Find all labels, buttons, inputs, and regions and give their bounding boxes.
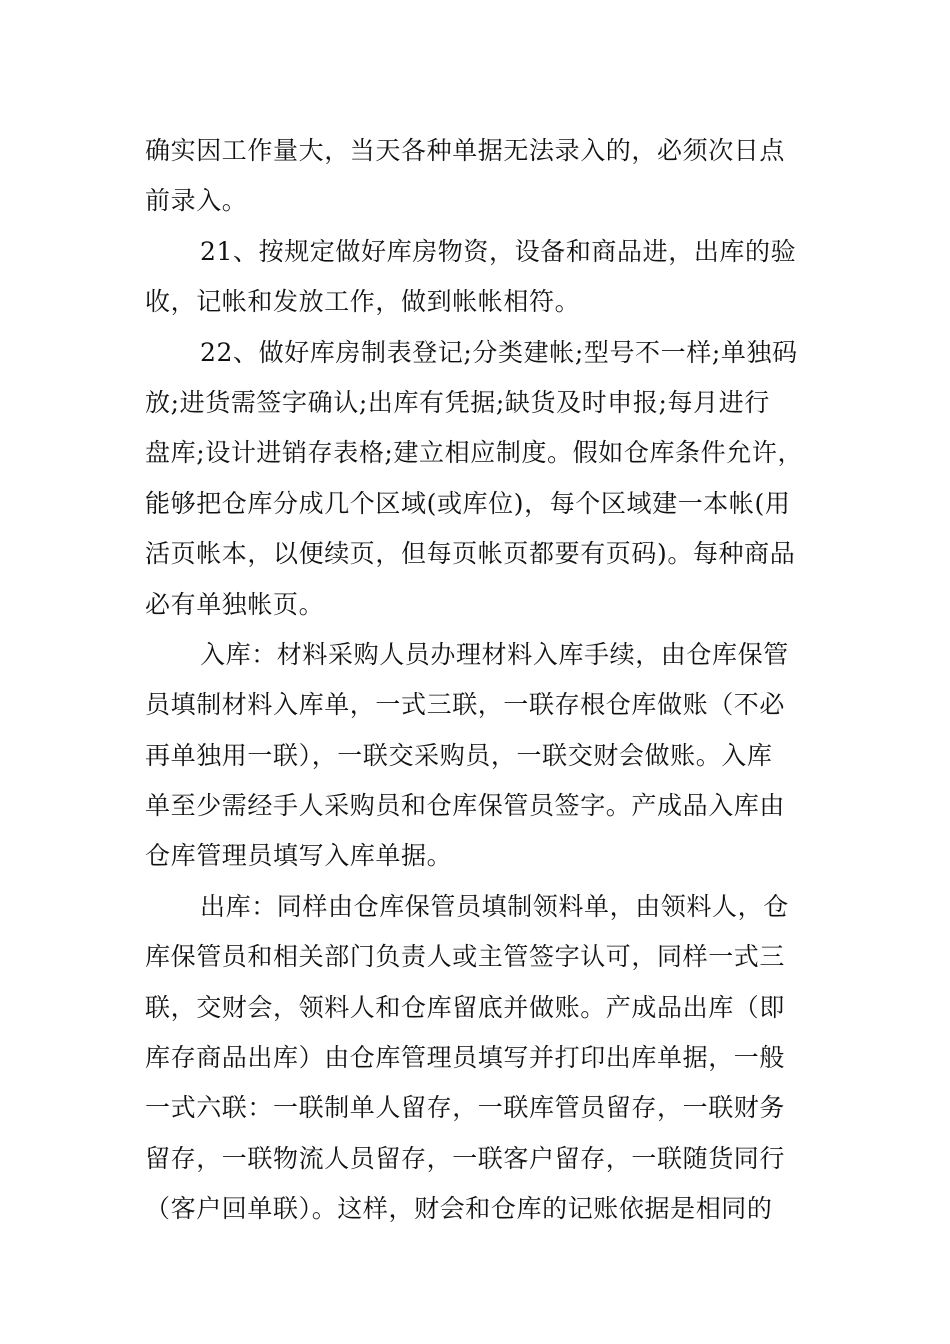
text-line: 库保管员和相关部门负责人或主管签字认可，同样一式三 [145,942,786,972]
text-line: 单至少需经手人采购员和仓库保管员签字。产成品入库由 [145,791,786,821]
text-line: （客户回单联）。这样，财会和仓库的记账依据是相同的 [145,1194,773,1224]
paragraph-start-line: 出库：同样由仓库保管员填制领料单，由领料人，仓 [200,891,789,921]
document-body [145,126,815,1235]
text-line: 能够把仓库分成几个区域(或库位)，每个区域建一本帐(用 [145,488,791,518]
text-line: 再单独用一联），一联交采购员，一联交财会做账。入库 [145,740,773,770]
text-line: 一式六联：一联制单人留存，一联库管员留存，一联财务 [145,1093,786,1123]
paragraph-start-line: 22、做好库房制表登记;分类建帐;型号不一样;单独码 [200,337,798,367]
text-line: 放;进货需签字确认;出库有凭据;缺货及时申报;每月进行 [145,387,770,417]
paragraph-start-line: 21、按规定做好库房物资，设备和商品进，出库的验 [200,236,797,266]
text-line: 活页帐本，以便续页，但每页帐页都要有页码)。每种商品 [145,539,796,569]
text-line: 必有单独帐页。 [145,589,325,619]
text-line: 前录入。 [145,186,248,216]
text-line: 员填制材料入库单，一式三联，一联存根仓库做账（不必 [145,690,786,720]
text-line: 盘库;设计进销存表格;建立相应制度。假如仓库条件允许， [145,438,804,468]
text-line: 确实因工作量大，当天各种单据无法录入的，必须次日点 [145,136,786,165]
text-line: 留存，一联物流人员留存，一联客户留存，一联随货同行 [145,1143,786,1173]
text-line: 收，记帐和发放工作，做到帐帐相符。 [145,287,581,317]
text-line: 库存商品出库）由仓库管理员填写并打印出库单据，一般 [145,1043,786,1073]
text-line: 仓库管理员填写入库单据。 [145,841,453,871]
paragraph-start-line: 入库：材料采购人员办理材料入库手续，由仓库保管 [200,639,789,669]
text-line: 联，交财会，领料人和仓库留底并做账。产成品出库（即 [145,992,786,1022]
